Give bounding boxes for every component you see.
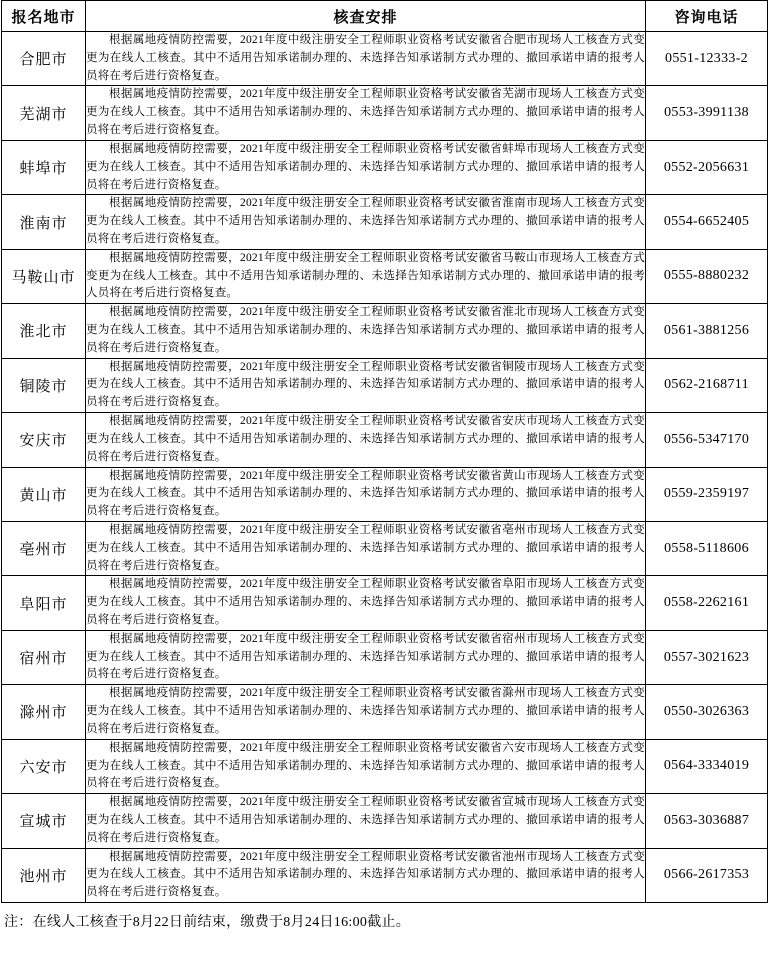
cell-arrangement [86,848,646,902]
cell-city: 合肥市 [2,32,86,86]
cell-phone: 0561-3881256 [646,304,768,358]
cell-city: 安庆市 [2,413,86,467]
arrangement-text: 根据属地疫情防控需要，2021年度中级注册安全工程师职业资格考试安徽省铜陵市现场人工核查方式变更为在线人工核查。其中不适用告知承诺制办理的、未选择告知承诺制方式办理的、撤回承诺申请的报考人员将在考后进行资格复查。 [86,360,645,409]
cell-phone: 0550-3026363 [646,685,768,739]
arrangement-text: 根据属地疫情防控需要，2021年度中级注册安全工程师职业资格考试安徽省亳州市现场人工核查方式变更为在线人工核查。其中不适用告知承诺制办理的、未选择告知承诺制方式办理的、撤回承诺申请的报考人员将在考后进行资格复查。 [86,523,645,572]
cell-city: 黄山市 [2,467,86,521]
arrangement-text: 根据属地疫情防控需要，2021年度中级注册安全工程师职业资格考试安徽省宣城市现场人工核查方式变更为在线人工核查。其中不适用告知承诺制办理的、未选择告知承诺制方式办理的、撤回承诺申请的报考人员将在考后进行资格复查。 [86,796,645,844]
arrangement-text: 根据属地疫情防控需要，2021年度中级注册安全工程师职业资格考试安徽省蚌埠市现场人工核查方式变更为在线人工核查。其中不适用告知承诺制办理的、未选择告知承诺制方式办理的、撤回承诺申请的报考人员将在考后进行资格复查。 [86,142,645,191]
cell-phone: 0553-3991138 [646,86,768,140]
arrangement-text: 根据属地疫情防控需要，2021年度中级注册安全工程师职业资格考试安徽省淮北市现场人工核查方式变更为在线人工核查。其中不适用告知承诺制办理的、未选择告知承诺制方式办理的、撤回承诺申请的报考人员将在考后进行资格复查。 [86,306,645,354]
arrangement-text: 根据属地疫情防控需要，2021年度中级注册安全工程师职业资格考试安徽省池州市现场人工核查方式变更为在线人工核查。其中不适用告知承诺制办理的、未选择告知承诺制方式办理的、撤回承诺申请的报考人员将在考后进行资格复查。 [86,850,645,899]
table-row [2,86,768,140]
cell-phone: 0562-2168711 [646,358,768,412]
cell-arrangement [86,576,646,630]
column-header-city: 报名地市 [2,1,86,32]
column-header-phone: 咨询电话 [646,1,768,32]
cell-phone: 0559-2359197 [646,467,768,521]
arrangement-text: 根据属地疫情防控需要，2021年度中级注册安全工程师职业资格考试安徽省芜湖市现场人工核查方式变更为在线人工核查。其中不适用告知承诺制办理的、未选择告知承诺制方式办理的、撤回承诺申请的报考人员将在考后进行资格复查。 [86,88,645,137]
table-row [2,358,768,412]
table-row [2,467,768,521]
cell-arrangement [86,521,646,575]
table-header-row [2,1,768,32]
cell-arrangement [86,413,646,467]
cell-phone: 0556-5347170 [646,413,768,467]
cell-city: 马鞍山市 [2,249,86,303]
cell-city: 铜陵市 [2,358,86,412]
table-row [2,576,768,630]
cell-arrangement [86,86,646,140]
cell-phone: 0557-3021623 [646,630,768,684]
cell-arrangement [86,358,646,412]
cell-arrangement [86,630,646,684]
arrangement-text: 根据属地疫情防控需要，2021年度中级注册安全工程师职业资格考试安徽省马鞍山市现场人工核查方式变更为在线人工核查。其中不适用告知承诺制办理的、未选择告知承诺制方式办理的、撤回承诺申请的报考人员将在考后进行资格复查。 [86,251,645,300]
table-body [2,32,768,903]
cell-arrangement [86,739,646,793]
arrangement-text: 根据属地疫情防控需要，2021年度中级注册安全工程师职业资格考试安徽省宿州市现场人工核查方式变更为在线人工核查。其中不适用告知承诺制办理的、未选择告知承诺制方式办理的、撤回承诺申请的报考人员将在考后进行资格复查。 [86,632,645,681]
cell-phone: 0564-3334019 [646,739,768,793]
table-row [2,140,768,194]
cell-arrangement [86,140,646,194]
cell-arrangement [86,794,646,848]
table-row [2,630,768,684]
cell-phone: 0552-2056631 [646,140,768,194]
cell-phone: 0558-5118606 [646,521,768,575]
cell-city: 宿州市 [2,630,86,684]
cell-arrangement [86,685,646,739]
cell-city: 宣城市 [2,794,86,848]
table-row [2,848,768,902]
table-row [2,794,768,848]
table-row [2,521,768,575]
cell-phone: 0554-6652405 [646,195,768,249]
table-row [2,413,768,467]
table-row [2,195,768,249]
cell-city: 淮南市 [2,195,86,249]
cell-city: 六安市 [2,739,86,793]
cell-arrangement [86,32,646,86]
cell-arrangement [86,467,646,521]
cell-city: 滁州市 [2,685,86,739]
cell-city: 亳州市 [2,521,86,575]
cell-arrangement [86,249,646,303]
cell-phone: 0558-2262161 [646,576,768,630]
arrangement-text: 根据属地疫情防控需要，2021年度中级注册安全工程师职业资格考试安徽省黄山市现场人工核查方式变更为在线人工核查。其中不适用告知承诺制办理的、未选择告知承诺制方式办理的、撤回承诺申请的报考人员将在考后进行资格复查。 [86,469,645,518]
cell-phone: 0566-2617353 [646,848,768,902]
arrangement-text: 根据属地疫情防控需要，2021年度中级注册安全工程师职业资格考试安徽省滁州市现场人工核查方式变更为在线人工核查。其中不适用告知承诺制办理的、未选择告知承诺制方式办理的、撤回承诺申请的报考人员将在考后进行资格复查。 [86,687,645,735]
arrangement-text: 根据属地疫情防控需要，2021年度中级注册安全工程师职业资格考试安徽省阜阳市现场人工核查方式变更为在线人工核查。其中不适用告知承诺制办理的、未选择告知承诺制方式办理的、撤回承诺申请的报考人员将在考后进行资格复查。 [86,578,645,626]
cell-city: 池州市 [2,848,86,902]
arrangement-text: 根据属地疫情防控需要，2021年度中级注册安全工程师职业资格考试安徽省淮南市现场人工核查方式变更为在线人工核查。其中不适用告知承诺制办理的、未选择告知承诺制方式办理的、撤回承诺申请的报考人员将在考后进行资格复查。 [86,197,645,245]
cell-city: 淮北市 [2,304,86,358]
table-row [2,304,768,358]
cell-arrangement [86,195,646,249]
cell-phone: 0563-3036887 [646,794,768,848]
column-header-arrangement: 核查安排 [86,1,646,32]
arrangement-text: 根据属地疫情防控需要，2021年度中级注册安全工程师职业资格考试安徽省六安市现场人工核查方式变更为在线人工核查。其中不适用告知承诺制办理的、未选择告知承诺制方式办理的、撤回承诺申请的报考人员将在考后进行资格复查。 [86,741,645,790]
arrangement-text: 根据属地疫情防控需要，2021年度中级注册安全工程师职业资格考试安徽省合肥市现场人工核查方式变更为在线人工核查。其中不适用告知承诺制办理的、未选择告知承诺制方式办理的、撤回承诺申请的报考人员将在考后进行资格复查。 [86,34,645,82]
table-row [2,739,768,793]
verification-schedule-table [1,0,768,903]
cell-city: 蚌埠市 [2,140,86,194]
cell-phone: 0551-12333-2 [646,32,768,86]
cell-city: 阜阳市 [2,576,86,630]
table-row [2,249,768,303]
footer-note: 注：在线人工核查于8月22日前结束，缴费于8月24日16:00截止。 [4,915,411,930]
cell-phone: 0555-8880232 [646,249,768,303]
table-row [2,685,768,739]
cell-arrangement [86,304,646,358]
arrangement-text: 根据属地疫情防控需要，2021年度中级注册安全工程师职业资格考试安徽省安庆市现场人工核查方式变更为在线人工核查。其中不适用告知承诺制办理的、未选择告知承诺制方式办理的、撤回承诺申请的报考人员将在考后进行资格复查。 [86,415,645,463]
table-row [2,32,768,86]
cell-city: 芜湖市 [2,86,86,140]
table-header [2,1,768,32]
